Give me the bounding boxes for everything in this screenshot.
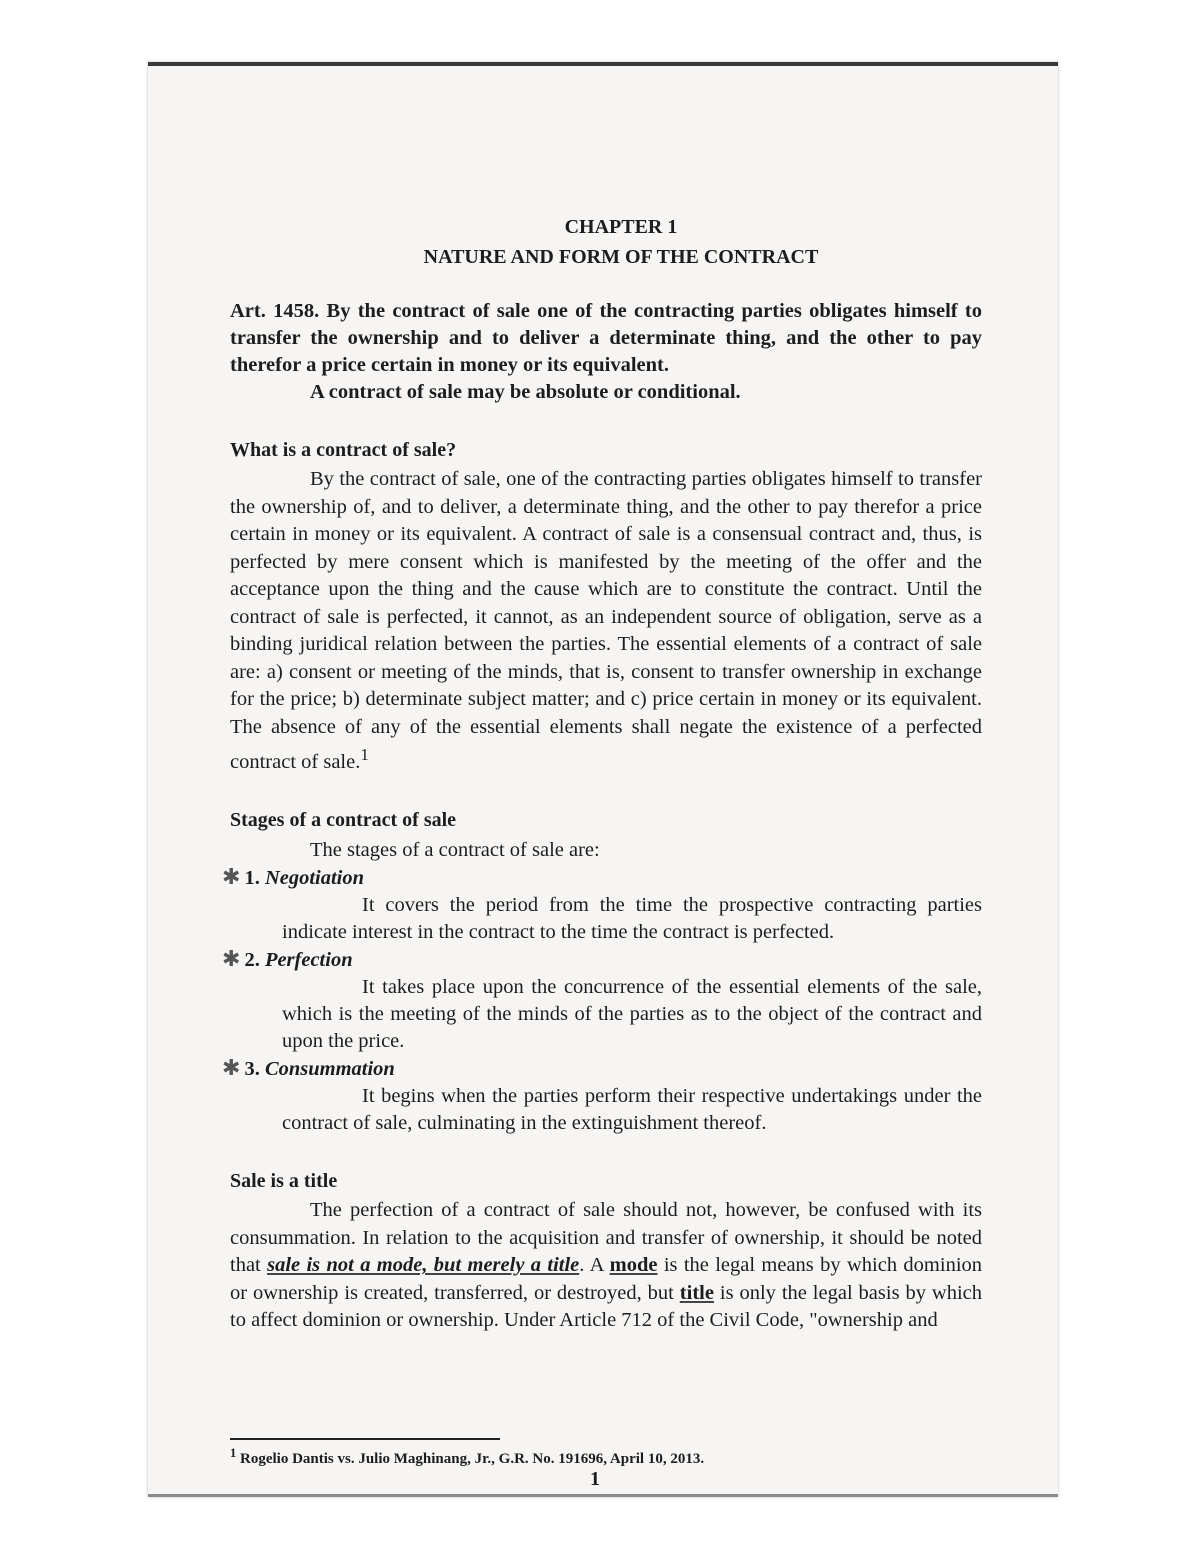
stage-description: It begins when the parties perform their respective undertakings under the contract of sale, culminating in the extinguishment thereof. — [282, 1085, 982, 1135]
footnote: $^1$ Rogelio Dantis vs. Julio Maghinang, Jr., G.R. No. 191696, April 10, 2013. — [230, 1446, 705, 1467]
page-content — [222, 212, 983, 1335]
term-mode: mode — [609, 1254, 658, 1277]
section-heading-stages: Stages of a contract of sale — [230, 809, 457, 832]
page-number: 1 — [590, 1468, 600, 1490]
stage-item: ✱ 2. Perfection It takes place upon the concurrence of the essential elements of the sale, which is the meeting of the minds of the parties as to the object of the contract and upon the price. — [248, 946, 982, 1055]
asterisk-icon: ✱ — [222, 1056, 241, 1082]
stages-intro: The stages of a contract of sale are: — [310, 839, 600, 862]
chapter-heading — [260, 212, 982, 272]
chapter-title: NATURE AND FORM OF THE CONTRACT — [423, 246, 819, 268]
section-heading-sale-title: Sale is a title — [230, 1170, 338, 1193]
stage-title: Perfection — [264, 949, 353, 972]
asterisk-icon: ✱ — [222, 947, 241, 973]
stage-title: Consummation — [264, 1058, 395, 1081]
section-body-sale-title: The perfection of a contract of sale should not, however, be confused with its consummation. In relation to the acquisition and transfer of ownership, it should be noted that sale is not a mode, but merely a title. A mode is the legal means by which dominion or ownership is created, transferred, or destroyed, but title is only the legal basis by which to affect dominion or ownership. Under Article 712 of the Civil Code, "ownership and — [230, 1199, 983, 1332]
section-body-what-is-sale: By the contract of sale, one of the contracting parties obligates himself to transfer the ownership of, and to deliver, a determinate thing, and the other to pay therefor a price certain in money or its equivalent. A contract of sale is a consensual contract and, thus, is perfected by mere consent which is manifested by the meeting of the offer and the acceptance upon the thing and the cause which are to constitute the contract. Until the contract of sale is perfected, it cannot, as an independent source of obligation, serve as a binding juridical relation between the parties. The essential elements of a contract of sale are: a) consent or meeting of the minds, that is, consent to transfer ownership in exchange for the price; b) determinate subject matter; and c) price certain in money or its equivalent. The absence of any of the essential elements shall negate the existence of a perfected contract of sale.$^1$ — [230, 468, 982, 773]
article-text-2: A contract of sale may be absolute or conditional. — [310, 381, 741, 403]
section-heading-what-is-sale: What is a contract of sale? — [230, 439, 457, 461]
stage-title: Negotiation — [264, 867, 365, 890]
chapter-number: CHAPTER 1 — [564, 216, 678, 238]
emphasis-text: sale is not a mode, but merely a title — [267, 1254, 580, 1277]
article-1458 — [230, 298, 982, 406]
stage-description: It covers the period from the time the prospective contracting parties indicate interest in the contract to the time the contract is perfected. — [282, 894, 982, 944]
footnote-divider — [230, 1438, 500, 1440]
stage-item: ✱ 3. Consummation It begins when the parties perform their respective undertakings under the contract of sale, culminating in the extinguishment thereof. — [248, 1055, 982, 1137]
stage-description: It takes place upon the concurrence of the essential elements of the sale, which is the meeting of the minds of the parties as to the object of the contract and upon the price. — [282, 976, 982, 1053]
stage-item: ✱ 1. Negotiation It covers the period from the time the prospective contracting parties indicate interest in the contract to the time the contract is perfected. — [248, 864, 982, 946]
footnote-reference: 1 — [360, 745, 369, 764]
article-text: Art. 1458. By the contract of sale one of the contracting parties obligates himself to transfer the ownership and to deliver a determinate thing, and the other to pay therefor a price certain in money or its equivalent. — [230, 300, 982, 376]
asterisk-icon: ✱ — [222, 865, 241, 891]
term-title: title — [679, 1281, 714, 1304]
